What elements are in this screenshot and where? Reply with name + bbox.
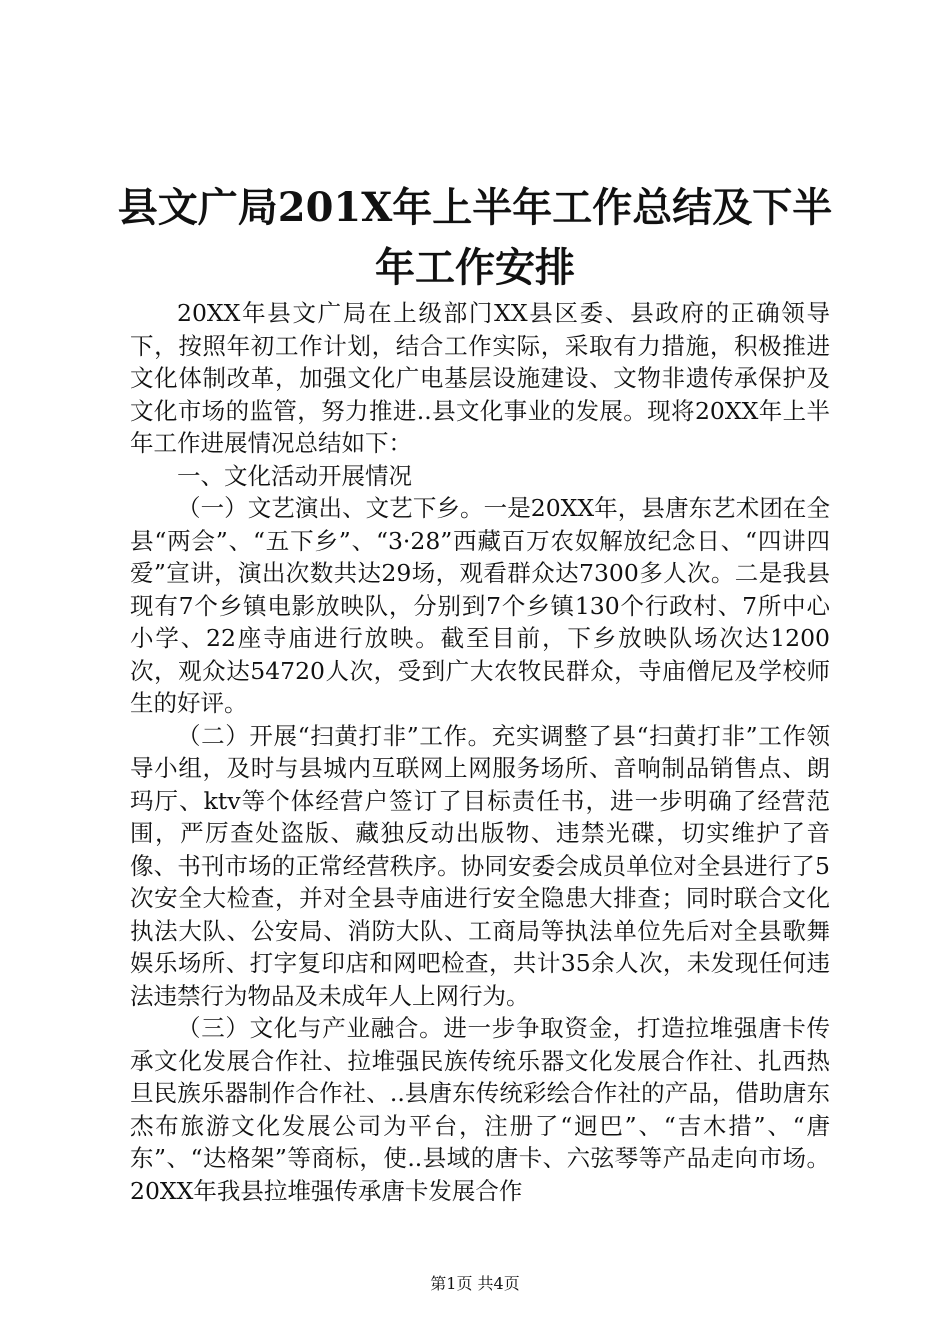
paragraph-performances: （一）文艺演出、文艺下乡。一是20XX年，县唐东艺术团在全县“两会”、“五下乡”、“3·28”西藏百万农奴解放纪念日、“四讲四爱”宣讲，演出次数共达29场，观看群众达7300多人次。二是我县现有7个乡镇电影放映队，分别到7个乡镇130个行政村、7所中心小学、22座寺庙进行放映。截至目前，下乡放映队场次达1200次，观众达54720人次，受到广大农牧民群众，寺庙僧尼及学校师生的好评。 [130,494,830,717]
intro-paragraph: 20XX年县文广局在上级部门XX县区委、县政府的正确领导下，按照年初工作计划，结合工作实际，采取有力措施，积极推进文化体制改革，加强文化广电基层设施建设、文物非遗传承保护及文化市场的监管，努力推进..县文化事业的发展。现将20XX年上半年工作进展情况总结如下： [130,299,830,457]
paragraph-anti-piracy: （二）开展“扫黄打非”工作。充实调整了县“扫黄打非”工作领导小组，及时与县城内互联网上网服务场所、音响制品销售点、朗玛厅、ktv等个体经营户签订了目标责任书，进一步明确了经营范围，严厉查处盗版、藏独反动出版物、违禁光碟，切实维护了音像、书刊市场的正常经营秩序。协同安委会成员单位对全县进行了5次安全大检查，并对全县寺庙进行安全隐患大排查；同时联合文化执法大队、公安局、消防大队、工商局等执法单位先后对全县歌舞娱乐场所、打字复印店和网吧检查，共计35余人次，未发现任何违法违禁行为物品及未成年人上网行为。 [130,721,830,1010]
paragraph-industry: （三）文化与产业融合。进一步争取资金，打造拉堆强唐卡传承文化发展合作社、拉堆强民族传统乐器文化发展合作社、扎西热旦民族乐器制作合作社、..县唐东传统彩绘合作社的产品，借助唐东杰布旅游文化发展公司为平台，注册了“迥巴”、“吉木措”、“唐东”、“达格架”等商标，使..县域的唐卡、六弦琴等产品走向市场。20XX年我县拉堆强传承唐卡发展合作 [130,1014,830,1205]
document-body [130,297,830,1207]
page-number-footer: 第1页 共4页 [430,1274,520,1293]
document-title: 县文广局201X年上半年工作总结及下半年工作安排 [117,184,833,291]
section-heading: 一、文化活动开展情况 [177,461,412,490]
